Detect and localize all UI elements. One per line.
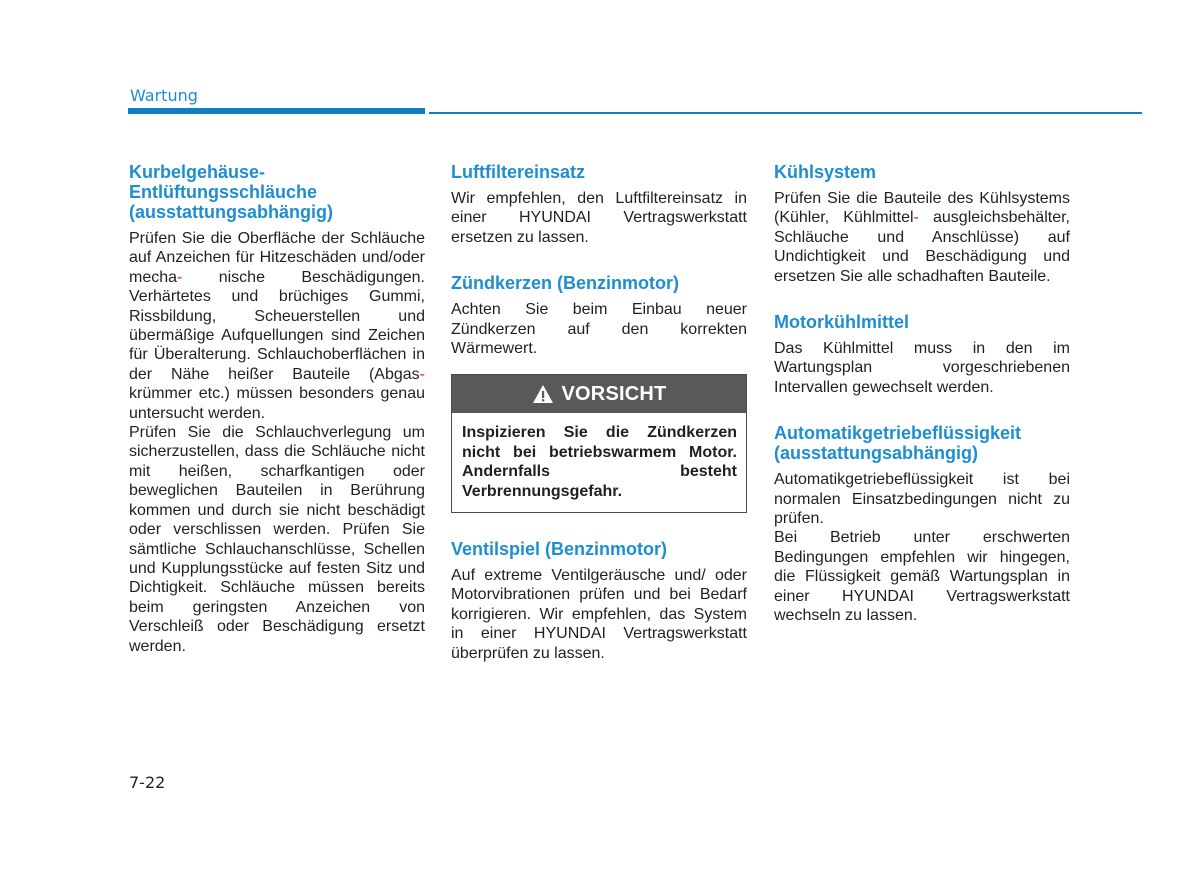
- heading-line: Entlüftungsschläuche: [129, 182, 318, 202]
- warning-triangle-icon: [532, 384, 554, 404]
- column-3: [774, 162, 1070, 626]
- heading-line: (ausstattungsabhängig): [129, 202, 334, 222]
- header-bar-thin: [429, 112, 1142, 114]
- hyphen-mark: -: [913, 209, 919, 227]
- caution-box: [451, 374, 747, 513]
- valve-clearance-text: Auf extreme Ventilgeräusche und/ oder Motorvibrationen prüfen und bei Bedarf korrigieren. Wir empfehlen, das System in einer HYUNDAI Vertragswerkstatt überprüfen zu lassen.: [451, 567, 747, 662]
- atf-text: Automatikgetriebeflüssigkeit ist bei normalen Einsatzbedingungen nicht zu prüfen.: [774, 471, 1070, 528]
- hose-routing-text: Prüfen Sie die Schlauchverlegung um sicherzustellen, dass die Schläuche nicht mit heißen, scharfkantigen oder beweglichen Bauteilen in Berührung kommen und durch sie nicht beschädigt oder verschlissen werden. Prüfen Sie sämtliche Schlauchanschlüsse, Schellen und Kupplungsstücke auf festen Sitz und Dichtigkeit. Schläuche müssen bereits beim geringsten Anzeichen von Verschleiß oder Beschädigung ersetzt werden.: [129, 424, 425, 655]
- air-filter-heading: Luftfiltereinsatz: [451, 162, 586, 182]
- cooling-system-text: Prüfen Sie die Bauteile des Kühlsystems (Kühler, Kühlmittel- ausgleichsbehälter, Schläuche und Anschlüsse) auf Undichtigkeit und Beschädigung und ersetzen Sie alle schadhaften Bauteile.: [774, 190, 1070, 285]
- hyphen-mark: -: [419, 365, 425, 383]
- atf-text-severe: Bei Betrieb unter erschwerten Bedingungen empfehlen wir hingegen, die Flüssigkeit gemäß Wartungsplan in einer HYUNDAI Vertragswerkstatt wechseln zu lassen.: [774, 529, 1070, 625]
- column-1: [129, 162, 425, 656]
- caution-text: Inspizieren Sie die Zündkerzen nicht bei betriebswarmem Motor. Andernfalls besteht Verbrennungsgefahr.: [462, 424, 737, 500]
- air-filter-text: Wir empfehlen, den Luftfiltereinsatz in einer HYUNDAI Vertragswerkstatt ersetzen zu lassen.: [451, 190, 747, 246]
- chapter-title: Wartung: [130, 86, 198, 105]
- coolant-text: Das Kühlmittel muss in den im Wartungsplan vorgeschriebenen Intervallen gewechselt werden.: [774, 340, 1070, 396]
- atf-heading: [774, 423, 1070, 463]
- heading-line: (ausstattungsabhängig): [774, 443, 979, 464]
- page-number: 7-22: [129, 773, 166, 792]
- crankcase-hoses-heading: [129, 162, 425, 222]
- valve-clearance-heading: Ventilspiel (Benzinmotor): [451, 539, 668, 560]
- column-2: [451, 162, 747, 663]
- coolant-heading: Motorkühlmittel: [774, 312, 909, 333]
- hyphen-mark: -: [177, 268, 183, 286]
- heading-line: Automatikgetriebeflüssigkeit: [774, 423, 1022, 444]
- cooling-system-heading: Kühlsystem: [774, 162, 877, 182]
- heading-line: Kurbelgehäuse-: [129, 162, 266, 182]
- spark-plugs-heading: Zündkerzen (Benzinmotor): [451, 273, 679, 294]
- crankcase-hoses-text: Prüfen Sie die Oberfläche der Schläuche auf Anzeichen für Hitzeschäden und/oder mecha- nische Beschädigungen. Verhärtetes und brüchiges Gummi, Rissbildung, Scheuerstellen und übermäßige Aufquellungen sind Zeichen für Überalterung. Schlauchoberflächen in der Nähe heißer Bauteile (Abgas- krümmer etc.) müssen besonders genau untersucht werden.: [129, 230, 425, 422]
- caution-label: VORSICHT: [561, 382, 667, 405]
- spark-plugs-text: Achten Sie beim Einbau neuer Zündkerzen auf den korrekten Wärmewert.: [451, 301, 747, 358]
- header-bar-thick: [128, 108, 425, 114]
- caution-header: [452, 375, 746, 413]
